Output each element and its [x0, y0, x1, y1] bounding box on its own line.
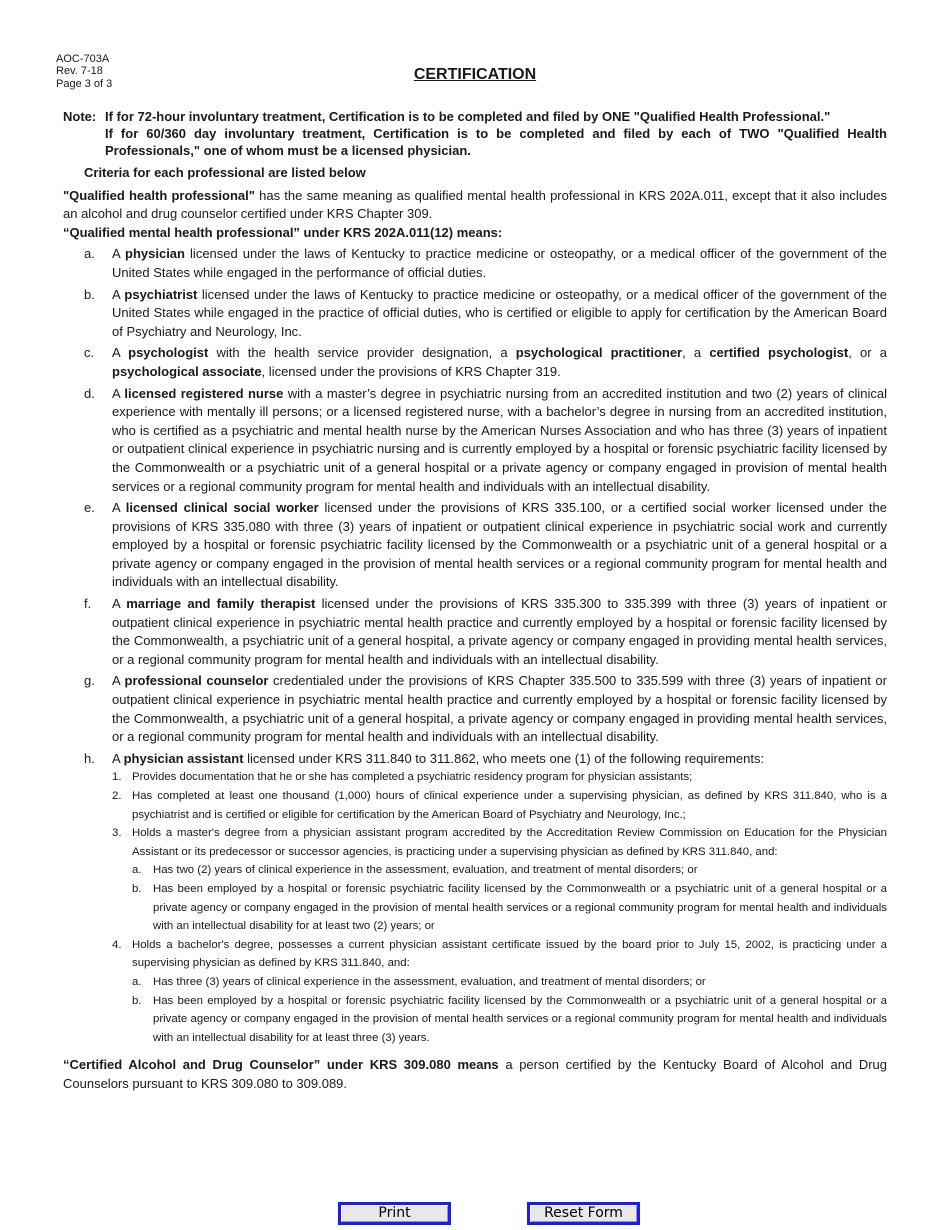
item-prefix: A [112, 596, 127, 612]
note-line-72-hour: If for 72-hour involuntary treatment, Certification is to be completed and filed by ONE "Qualified Health Professional." [105, 109, 831, 124]
item-term: certified psychologist [709, 345, 849, 361]
reset-form-button[interactable] [527, 1202, 640, 1225]
qmhp-heading-text: “Qualified mental health professional” under KRS 202A.011(12) means: [63, 224, 503, 240]
list-item-e [63, 499, 887, 592]
item-text: licensed under the provisions of KRS 335.100, or a certified social worker licensed under the provisions of KRS 335.080 with three (3) years of inpatient or outpatient clinical experience in psychiatric social work and currently employed by a hospital or forensic psychiatric facility licensed by the Commonwealth or a psychiatric unit of a general hospital or a private agency or company engaged in the provision of mental health services or a regional community program for mental health and individuals with an intellectual disability. [112, 500, 887, 590]
item-text: credentialed under the provisions of KRS Chapter 335.500 to 335.599 with three (3) years of inpatient or outpatient clinical experience in psychiatric mental health practice and currently employed by a hospital or forensic facility licensed by the Commonwealth, a psychiatric unit of a general hospital, a private agency or company engaged in providing mental health services, or a regional community program for mental health and individuals with an intellectual disability. [112, 673, 887, 745]
item-prefix: A [112, 750, 124, 766]
item-prefix: A [112, 385, 125, 401]
requirement-number: 2. [112, 790, 122, 802]
subrequirement-letter: b. [132, 994, 142, 1007]
qhp-definition [63, 187, 887, 224]
item-prefix: A [112, 345, 129, 361]
note-line-60-360-day: If for 60/360 day involuntary treatment, Certification is to be completed and filed by each of TWO "Qualified Health Professionals," one of whom must be a licensed physician. [105, 126, 887, 158]
requirement-number: 4. [112, 938, 122, 951]
item-text: licensed under the provisions of KRS 335.300 to 335.399 with three (3) years of inpatient or outpatient clinical experience in psychiatric mental health practice and currently employed by a hospital or forensic facility licensed by the Commonwealth, a psychiatric unit of a general hospital, a private agency or company engaged in providing mental health services, or a regional community program for mental health and individuals with an intellectual disability. [112, 596, 887, 667]
item-prefix: A [112, 500, 126, 516]
note-block [63, 108, 887, 159]
subrequirement-letter: a. [132, 975, 142, 988]
item-text: licensed under the laws of Kentucky to practice medicine or osteopathy, or a medical officer of the government of the United States while engaged in the performance of official duties. [112, 246, 887, 280]
requirement-text: Holds a master's degree from a physician assistant program accredited by the Accreditation Review Commission on Education for the Physician Assistant or its predecessor or successor agencies, is practicing under a supervising physician as defined by KRS 311.840, and: [132, 827, 887, 858]
requirement-text: Holds a bachelor's degree, possesses a current physician assistant certificate issued by the board prior to July 15, 2002, is practicing under a supervising physician as defined by KRS 311.840, and: [132, 938, 887, 970]
note-label: Note: [63, 109, 97, 124]
pa-requirement-3a [132, 861, 887, 880]
item-prefix: A [112, 673, 125, 689]
requirement-text: Provides documentation that he or she has completed a psychiatric residency program for physician assistants; [132, 771, 693, 784]
pa-requirements [112, 768, 887, 1047]
criteria-heading: Criteria for each professional are listed below [84, 165, 366, 180]
item-term: licensed clinical social worker [125, 500, 319, 516]
pa-requirement-2 [112, 787, 887, 824]
item-term: physician assistant [123, 750, 244, 766]
requirement-number: 1. [112, 771, 122, 784]
reset-button-label: Reset Form [544, 1205, 623, 1221]
item-prefix: A [112, 246, 126, 262]
certification-content [63, 108, 887, 1094]
item-term: psychiatrist [124, 286, 198, 302]
item-term: physician [125, 246, 185, 262]
pa-requirement-3 [112, 824, 887, 861]
item-letter: d. [84, 385, 95, 401]
requirement-number: 3. [112, 827, 122, 840]
item-text: , a [682, 345, 710, 361]
item-text: licensed under KRS 311.840 to 311.862, who meets one (1) of the following requirements: [243, 750, 765, 766]
item-text: , licensed under the provisions of KRS Chapter 319. [261, 363, 561, 379]
item-letter: e. [84, 500, 95, 516]
list-item-d [63, 385, 887, 497]
subrequirement-text: Has been employed by a hospital or forensic psychiatric facility licensed by the Commonwealth or a psychiatric unit of a general hospital or a private agency or company engaged in the provision of mental health services or a regional community program for mental health and individuals with an intellectual disability for at least two (2) years; or [153, 882, 887, 933]
page-number: Page 3 of 3 [56, 77, 113, 90]
qmhp-heading [63, 224, 887, 243]
item-text: licensed under the laws of Kentucky to practice medicine or osteopathy, or a medical officer of the government of the United States while engaged in the practice of official duties, who is certified or eligible to apply for certification by the American Board of Psychiatry and Neurology, Inc. [112, 286, 887, 339]
pa-requirement-3b [132, 880, 887, 936]
item-term: psychologist [128, 345, 209, 361]
item-prefix: A [112, 286, 125, 302]
item-text: with the health service provider designation, a [208, 345, 516, 361]
subrequirement-letter: a. [132, 864, 142, 877]
item-text: , or a [848, 345, 887, 361]
form-code: AOC-703A [56, 53, 110, 65]
item-letter: g. [84, 673, 95, 689]
subrequirement-text: Has three (3) years of clinical experience in the assessment, evaluation, and treatment of mental disorders; or [153, 975, 706, 988]
requirement-text: Has completed at least one thousand (1,000) hours of clinical experience under a supervising physician, as defined by KRS 311.840, who is a psychiatrist and is certified or eligible for certification by the American Board of Psychiatry and Neurology, Inc.; [132, 790, 887, 821]
page-title: CERTIFICATION [413, 66, 537, 83]
list-item-h [63, 750, 887, 1048]
subrequirement-letter: b. [132, 882, 142, 895]
pa-requirement-4b [132, 992, 887, 1048]
item-term: psychological associate [112, 363, 262, 379]
list-item-c [63, 344, 887, 381]
item-letter: a. [84, 246, 95, 262]
subrequirement-text: Has been employed by a hospital or forensic psychiatric facility licensed by the Commonwealth or a psychiatric unit of a general hospital or a private agency or company engaged in the provision of mental health services or a regional community program for mental health and individuals with an intellectual disability for at least three (3) years. [153, 994, 887, 1044]
item-text: with a master’s degree in psychiatric nursing from an accredited institution and two (2) years of clinical experience with mentally ill persons; or a licensed registered nurse, with a bachelor’s degree in nursing from an accredited institution, who is certified as a psychiatric and mental health nurse by the American Nurses Association and who has three (3) years of inpatient or outpatient clinical experience in psychiatric nursing and is currently employed by a hospital or forensic psychiatric facility licensed by the Commonwealth or a psychiatric unit of a general hospital or a private agency or company engaged in provision of mental health services or a regional community program for mental health and individuals with an intellectual disability. [112, 385, 887, 494]
print-button[interactable] [338, 1202, 451, 1225]
print-button-label: Print [378, 1205, 411, 1221]
item-letter: c. [84, 345, 95, 361]
list-item-f [63, 595, 887, 669]
list-item-b [63, 286, 887, 342]
list-item-a [63, 245, 887, 282]
form-revision: Rev. 7-18 [56, 65, 103, 78]
item-letter: h. [84, 750, 95, 766]
item-letter: f. [84, 596, 92, 612]
item-term: licensed registered nurse [124, 385, 284, 401]
note-body [105, 108, 887, 159]
item-term: marriage and family therapist [126, 596, 316, 612]
subrequirement-text: Has two (2) years of clinical experience in the assessment, evaluation, and treatment of mental disorders; or [153, 864, 698, 877]
list-item-g [63, 672, 887, 746]
pa-requirement-4a [132, 973, 887, 992]
cadc-term: “Certified Alcohol and Drug Counselor” under KRS 309.080 means [63, 1057, 499, 1073]
qhp-text: has the same meaning as qualified mental health professional in KRS 202A.011, except that it also includes an alcohol and drug counselor certified under KRS Chapter 309. [63, 187, 887, 222]
pa-requirement-1 [112, 768, 887, 787]
item-term: psychological practitioner [515, 345, 683, 361]
pa-requirement-4 [112, 936, 887, 973]
cadc-text: a person certified by the Kentucky Board of Alcohol and Drug Counselors pursuant to KRS 309.080 to 309.089. [63, 1057, 887, 1091]
item-letter: b. [84, 286, 95, 302]
qhp-term: "Qualified health professional" [63, 187, 255, 203]
item-term: professional counselor [124, 673, 269, 689]
cadc-definition [63, 1056, 887, 1093]
